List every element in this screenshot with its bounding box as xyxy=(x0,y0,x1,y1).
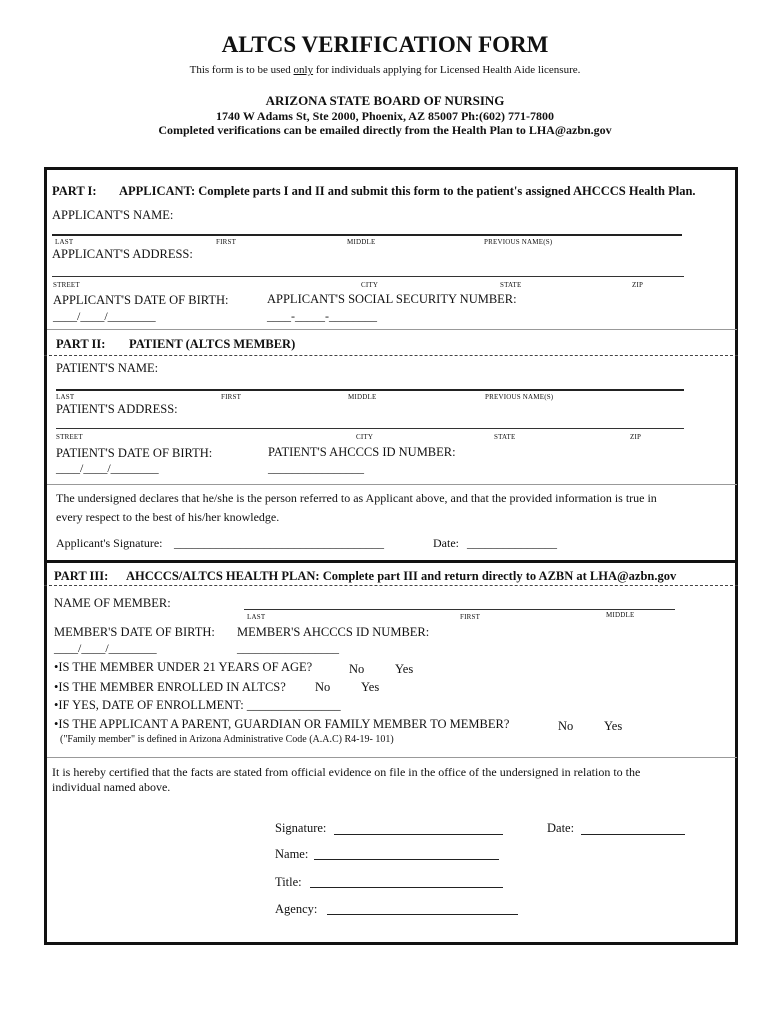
member-id-label: MEMBER'S AHCCCS ID NUMBER: xyxy=(237,625,430,639)
applicant-date-field[interactable]: _______________ xyxy=(467,536,557,550)
patient-address-sub-city: CITY xyxy=(356,433,374,441)
applicant-address-sub-street: STREET xyxy=(53,281,80,289)
family-no-option[interactable]: No xyxy=(558,719,574,733)
form-title: ALTCS VERIFICATION FORM xyxy=(221,32,549,57)
applicant-name-label: APPLICANT'S NAME: xyxy=(52,208,174,222)
part3-heading: AHCCCS/ALTCS HEALTH PLAN: Complete part III and return directly to AZBN at LHA@azbn.gov xyxy=(126,569,677,583)
cert-name-label: Name: xyxy=(275,847,309,861)
patient-name-label: PATIENT'S NAME: xyxy=(56,361,159,375)
cert-title-label: Title: xyxy=(275,875,302,889)
cert-agency-field[interactable] xyxy=(327,914,518,915)
applicant-signature-label: Applicant's Signature: xyxy=(56,536,163,550)
cert-agency-label: Agency: xyxy=(275,902,318,916)
applicant-address-sub-state: STATE xyxy=(500,281,522,289)
declaration-line-2: every respect to the best of his/her knowledge. xyxy=(56,510,280,524)
applicant-signature-field[interactable]: ___________________________________ xyxy=(174,536,384,550)
part2-divider xyxy=(44,355,738,356)
cert-date-label: Date: xyxy=(547,821,575,835)
patient-address-label: PATIENT'S ADDRESS: xyxy=(56,402,178,416)
member-dob-label: MEMBER'S DATE OF BIRTH: xyxy=(54,625,215,639)
question-enrollment-date[interactable]: •IF YES, DATE OF ENROLLMENT: _______________ xyxy=(54,698,341,712)
board-name: ARIZONA STATE BOARD OF NURSING xyxy=(265,93,505,108)
part-divider xyxy=(44,560,738,563)
enrolled-no-option[interactable]: No xyxy=(315,680,331,694)
member-dob-field[interactable]: ____/____/________ xyxy=(54,641,157,655)
question-enrolled-altcs: •IS THE MEMBER ENROLLED IN ALTCS? xyxy=(54,680,286,694)
divider xyxy=(47,484,737,485)
patient-id-label: PATIENT'S AHCCCS ID NUMBER: xyxy=(268,445,456,459)
member-name-label: NAME OF MEMBER: xyxy=(54,596,171,610)
under-21-yes-option[interactable]: Yes xyxy=(395,662,414,676)
board-address: 1740 W Adams St, Ste 2000, Phoenix, AZ 85007 Ph:(602) 771-7800 xyxy=(216,109,554,123)
patient-name-sub-last: LAST xyxy=(56,393,75,401)
part1-heading: APPLICANT: Complete parts I and II and submit this form to the patient's assigned AHCCCS Health Plan. xyxy=(119,184,696,198)
applicant-address-label: APPLICANT'S ADDRESS: xyxy=(52,247,193,261)
part2-heading: PATIENT (ALTCS MEMBER) xyxy=(129,337,296,351)
family-yes-option[interactable]: Yes xyxy=(604,719,623,733)
patient-dob-label: PATIENT'S DATE OF BIRTH: xyxy=(56,446,213,460)
certification-line-1: It is hereby certified that the facts are stated from official evidence on file in the office of the undersigned in relation to the xyxy=(52,765,641,779)
applicant-address-field[interactable] xyxy=(52,276,684,277)
member-name-sub-first: FIRST xyxy=(460,613,481,621)
family-member-note: ("Family member" is defined in Arizona Administrative Code (A.A.C) R4-19- 101) xyxy=(60,734,394,745)
applicant-address-sub-zip: ZIP xyxy=(632,281,644,289)
cert-signature-field[interactable] xyxy=(334,834,503,835)
applicant-dob-label: APPLICANT'S DATE OF BIRTH: xyxy=(53,293,229,307)
patient-name-field[interactable] xyxy=(56,389,684,391)
cert-date-field[interactable] xyxy=(581,834,685,835)
question-under-21: •IS THE MEMBER UNDER 21 YEARS OF AGE? xyxy=(54,660,313,674)
applicant-name-sub-last: LAST xyxy=(55,238,74,246)
patient-address-sub-street: STREET xyxy=(56,433,83,441)
member-name-sub-middle: MIDDLE xyxy=(606,611,635,619)
applicant-dob-field[interactable]: ____/____/________ xyxy=(53,309,156,323)
patient-name-sub-middle: MIDDLE xyxy=(348,393,377,401)
part3-label: PART III: xyxy=(54,569,109,583)
applicant-name-sub-first: FIRST xyxy=(216,238,237,246)
patient-name-sub-previous: PREVIOUS NAME(S) xyxy=(485,393,554,401)
patient-address-sub-zip: ZIP xyxy=(630,433,642,441)
form-subtitle: This form is to be used only for individuals applying for Licensed Health Aide licensure. xyxy=(189,64,581,76)
patient-address-sub-state: STATE xyxy=(494,433,516,441)
applicant-name-field[interactable] xyxy=(52,234,682,236)
declaration-line-1: The undersigned declares that he/she is the person referred to as Applicant above, and that the provided information is true in xyxy=(56,491,657,505)
divider xyxy=(47,329,737,330)
patient-dob-field[interactable]: ____/____/________ xyxy=(56,461,159,475)
part2-label: PART II: xyxy=(56,337,106,351)
cert-name-field[interactable] xyxy=(314,859,499,860)
under-21-no-option[interactable]: No xyxy=(349,662,365,676)
applicant-name-sub-previous: PREVIOUS NAME(S) xyxy=(484,238,553,246)
member-name-field[interactable] xyxy=(244,609,675,610)
member-id-field[interactable]: _________________ xyxy=(237,641,339,655)
applicant-ssn-label: APPLICANT'S SOCIAL SECURITY NUMBER: xyxy=(267,292,517,306)
divider xyxy=(47,757,737,758)
part3-divider xyxy=(44,585,738,586)
applicant-ssn-field[interactable]: ____-_____-________ xyxy=(267,309,377,323)
member-name-sub-last: LAST xyxy=(247,613,266,621)
question-family-member: •IS THE APPLICANT A PARENT, GUARDIAN OR FAMILY MEMBER TO MEMBER? xyxy=(54,717,510,731)
patient-id-field[interactable]: ________________ xyxy=(268,461,364,475)
email-note: Completed verifications can be emailed directly from the Health Plan to LHA@azbn.gov xyxy=(158,123,612,137)
enrolled-yes-option[interactable]: Yes xyxy=(361,680,380,694)
part1-label: PART I: xyxy=(52,184,97,198)
certification-line-2: individual named above. xyxy=(52,780,171,794)
applicant-name-sub-middle: MIDDLE xyxy=(347,238,376,246)
patient-address-field[interactable] xyxy=(56,428,684,429)
cert-signature-label: Signature: xyxy=(275,821,327,835)
applicant-address-sub-city: CITY xyxy=(361,281,379,289)
applicant-date-label: Date: xyxy=(433,536,459,550)
cert-title-field[interactable] xyxy=(310,887,503,888)
patient-name-sub-first: FIRST xyxy=(221,393,242,401)
